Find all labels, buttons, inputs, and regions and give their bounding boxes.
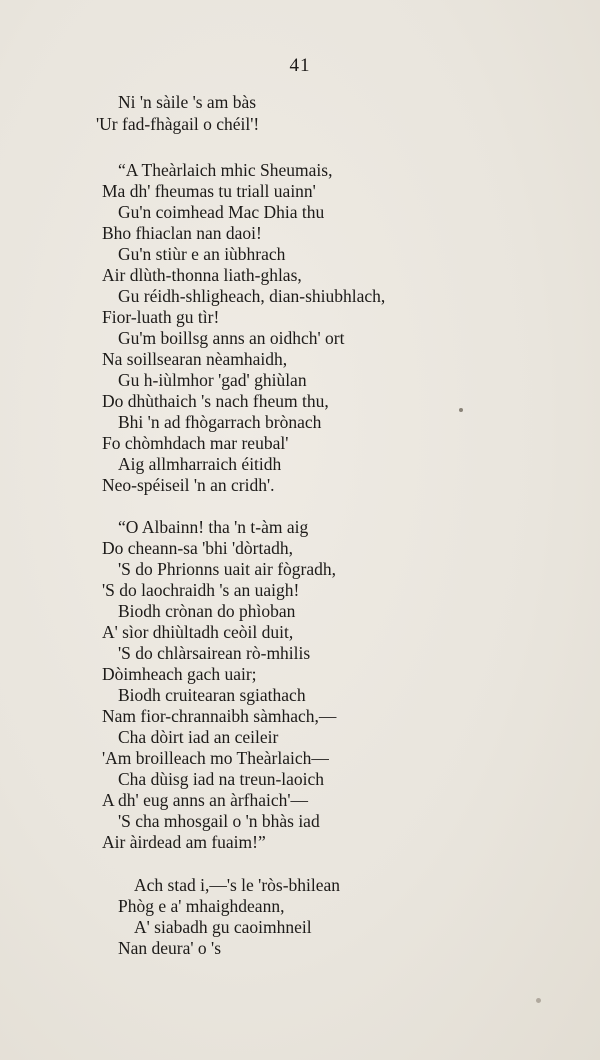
poem-line: Bho fhiaclan nan daoi! [102,223,262,243]
poem-line: Gu'm boillsg anns an oidhch' ort [118,328,345,348]
poem-line: Nan deura' o 's [118,938,222,958]
poem-line: 'S do chlàrsairean rò-mhilis [118,643,311,663]
poem-line: Ma dh' fheumas tu triall uainn' [102,181,316,201]
paper-speck [459,408,463,412]
poem-line: Neo-spéiseil 'n an cridh'. [102,475,275,495]
poem-line: Cha dùisg iad na treun-laoich [118,769,325,789]
paper-speck [536,998,541,1003]
poem-line: Fior-luath gu tìr! [102,307,220,327]
poem-line: Dòimheach gach uair; [102,664,257,684]
poem-line: Air dlùth-thonna liath-ghlas, [102,265,302,285]
page-number: 41 [289,55,311,76]
poem-line: Air àirdead am fuaim!” [102,832,266,852]
poem-line: A' sìor dhiùltadh ceòil duit, [102,622,294,642]
poem-line: Gu h-iùlmhor 'gad' ghiùlan [118,370,307,390]
poem-line: Ach stad i,—'s le 'ròs-bhilean [134,875,341,895]
poem-line: Na soillsearan nèamhaidh, [102,349,288,369]
poem-line: 'Am broilleach mo Theàrlaich— [102,748,329,768]
poem-line: Phòg e a' mhaighdeann, [118,896,285,916]
poem-line: Fo chòmhdach mar reubal' [102,433,289,453]
poem-line: Aig allmharraich éitidh [118,454,282,474]
poem-line: Do dhùthaich 's nach fheum thu, [102,391,329,411]
poem-line: Gu'n stiùr e an iùbhrach [118,244,286,264]
poem-line: Bhi 'n ad fhògarrach brònach [118,412,322,432]
poem-line: Nam fior-chrannaibh sàmhach,— [102,706,337,726]
poem-line: “O Albainn! tha 'n t-àm aig [118,517,309,537]
poem-line: Biodh cruitearan sgiathach [118,685,306,705]
poem-line: 'Ur fad-fhàgail o chéil'! [96,114,260,134]
poem-line: 'S cha mhosgail o 'n bhàs iad [118,811,320,831]
poem-line: Gu'n coimhead Mac Dhia thu [118,202,325,222]
poem-line: 'S do laochraidh 's an uaigh! [102,580,300,600]
poem-line: Biodh crònan do phìoban [118,601,296,621]
poem-line: A' siabadh gu caoimhneil [134,917,312,937]
poem-line: Do cheann-sa 'bhi 'dòrtadh, [102,538,293,558]
poem-line: Ni 'n sàile 's am bàs [118,92,257,112]
poem-line: Cha dòirt iad an ceileir [118,727,279,747]
poem-line: 'S do Phrionns uait air fògradh, [118,559,336,579]
poem-line: A dh' eug anns an àrfhaich'— [102,790,309,810]
poem-line: Gu réidh-shligheach, dian-shiubhlach, [118,286,386,306]
poem-line: “A Theàrlaich mhic Sheumais, [118,160,333,180]
